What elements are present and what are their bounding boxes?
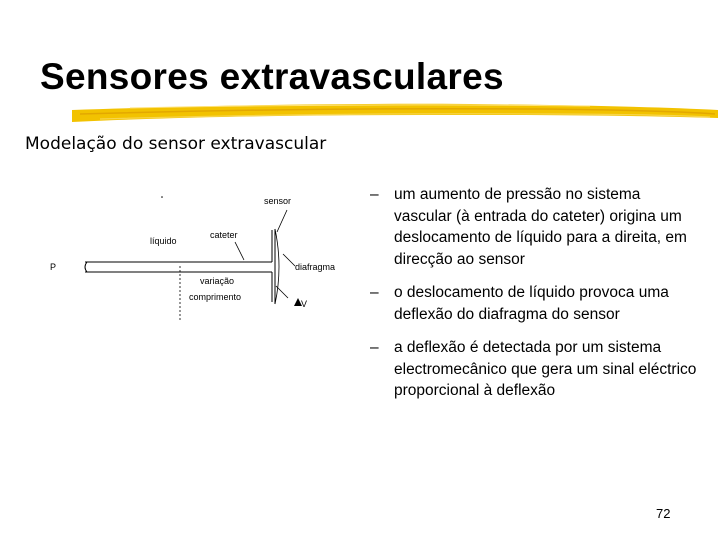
- label-delta-v: V: [301, 299, 308, 309]
- catheter-sensor-diagram: [40, 180, 360, 340]
- bullet-text: um aumento de pressão no sistema vascular (à entrada do cateter) origina um deslocamento de líquido para a direita, em direcção ao sensor: [394, 186, 687, 268]
- bullet-dash: –: [370, 339, 379, 356]
- cateter-leader-line: [235, 242, 244, 260]
- bullet-text: o deslocamento de líquido provoca uma deflexão do diafragma do sensor: [394, 284, 669, 323]
- label-comprimento: comprimento: [189, 292, 242, 302]
- label-variacao: variação: [200, 276, 235, 286]
- bullet-dash: –: [370, 186, 379, 203]
- bullet-item: [370, 282, 700, 325]
- label-diafragma: diafragma: [295, 262, 336, 272]
- diafragma-leader-line: [283, 254, 295, 266]
- diagram-dot: [161, 196, 163, 198]
- diaphragm-deflection-curve: [275, 229, 279, 304]
- delta-v-leader-line: [276, 286, 288, 298]
- catheter-inlet: [85, 262, 87, 272]
- label-liquido: líquido: [150, 236, 177, 246]
- label-sensor: sensor: [264, 196, 292, 206]
- title-underline-brushstroke: [70, 96, 720, 132]
- slide-subtitle: Modelação do sensor extravascular: [25, 134, 327, 154]
- label-p: P: [50, 262, 57, 272]
- bullet-item: [370, 184, 700, 270]
- bullet-dash: –: [370, 284, 379, 301]
- slide-title: Sensores extravasculares: [40, 56, 504, 97]
- page-number: 72: [656, 506, 671, 521]
- bullet-text: a deflexão é detectada por um sistema electromecânico que gera um sinal eléctrico proporcional à deflexão: [394, 339, 697, 399]
- bullet-item: [370, 337, 700, 402]
- label-cateter: cateter: [210, 230, 238, 240]
- sensor-leader-line: [277, 210, 287, 232]
- bullet-list: [370, 184, 700, 414]
